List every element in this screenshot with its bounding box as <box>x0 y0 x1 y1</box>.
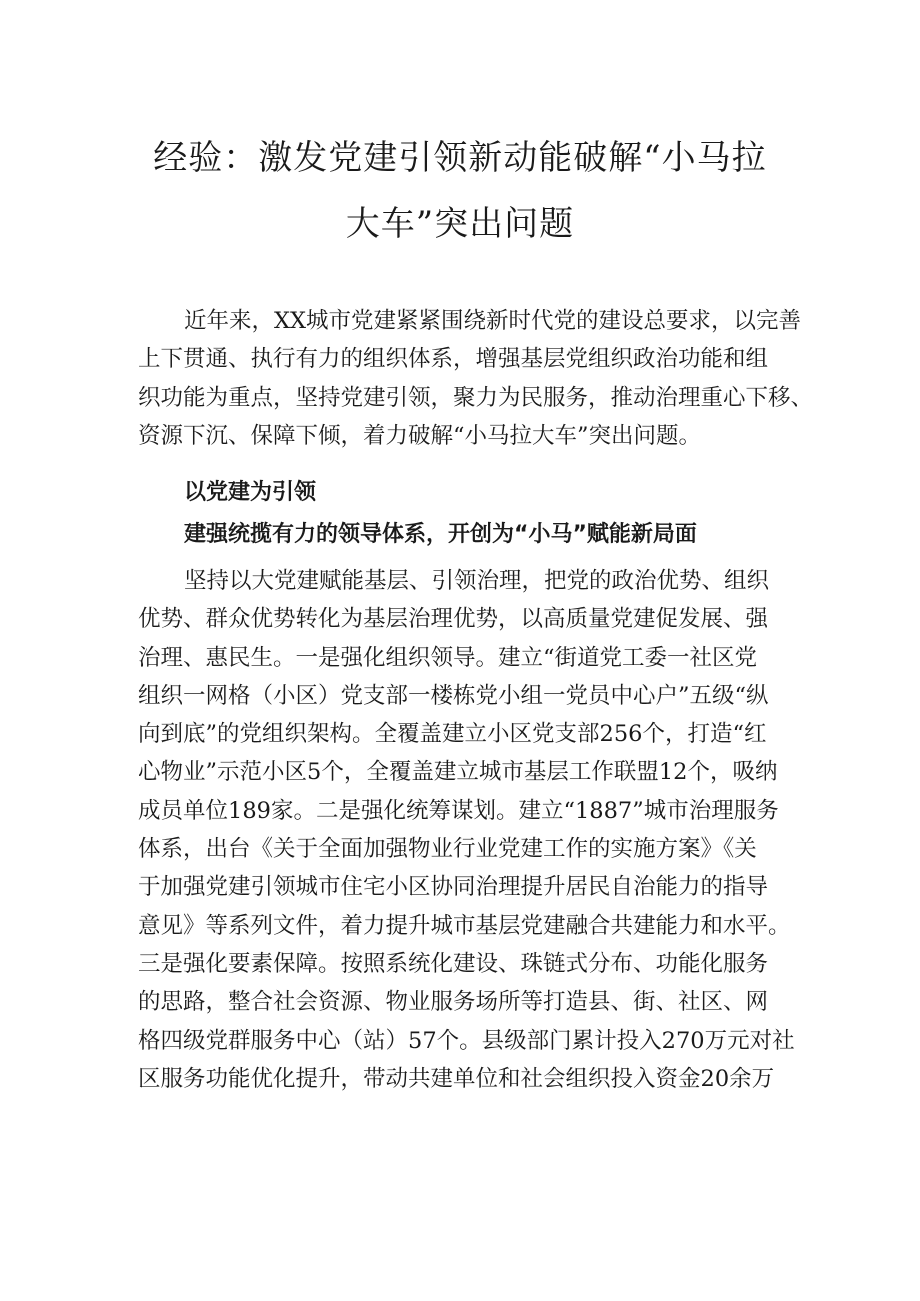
body-line: 心物业”示范小区5个，全覆盖建立城市基层工作联盟12个，吸纳 <box>138 759 778 786</box>
body-line: 体系，出台《关于全面加强物业行业党建工作的实施方案》《关 <box>138 836 757 863</box>
intro-paragraph <box>138 302 814 455</box>
intro-line: 上下贯通、执行有力的组织体系，增强基层党组织政治功能和组 <box>138 346 769 373</box>
body-line: 的思路，整合社会资源、物业服务场所等打造县、街、社区、网 <box>138 989 769 1016</box>
section-heading: 以党建为引领 <box>184 480 317 505</box>
body-line: 于加强党建引领城市住宅小区协同治理提升居民自治能力的指导 <box>138 874 769 901</box>
subsection-heading: 建强统揽有力的领导体系，开创为“小马”赋能新局面 <box>184 522 697 547</box>
body-line: 优势、群众优势转化为基层治理优势，以高质量党建促发展、强 <box>138 606 769 633</box>
body-paragraph <box>138 562 798 1098</box>
body-line: 组织一网格（小区）党支部一楼栋党小组一党员中心户”五级“纵 <box>138 682 769 709</box>
body-line: 区服务功能优化提升，带动共建单位和社会组织投入资金20余万 <box>138 1065 775 1092</box>
body-line: 格四级党群服务中心（站）57个。县级部门累计投入270万元对社 <box>138 1027 795 1054</box>
intro-line: 资源下沉、保障下倾，着力破解“小马拉大车”突出问题。 <box>138 422 702 449</box>
body-line: 向到底”的党组织架构。全覆盖建立小区党支部256个，打造“红 <box>138 721 767 748</box>
body-line: 治理、惠民生。一是强化组织领导。建立“街道党工委一社区党 <box>138 644 758 671</box>
body-line: 三是强化要素保障。按照系统化建设、珠链式分布、功能化服务 <box>138 950 769 977</box>
body-line: 成员单位189家。二是强化统筹谋划。建立“1887”城市治理服务 <box>138 797 779 824</box>
document-title-line-1: 经验：激发党建引领新动能破解“小马拉 <box>153 138 767 178</box>
document-title-line-2: 大车”突出问题 <box>345 204 575 244</box>
body-line: 意见》等系列文件，着力提升城市基层党建融合共建能力和水平。 <box>138 912 791 939</box>
intro-line: 近年来，XX城市党建紧紧围绕新时代党的建设总要求，以完善 <box>184 308 802 334</box>
body-line: 坚持以大党建赋能基层、引领治理，把党的政治优势、组织 <box>184 568 770 594</box>
intro-line: 织功能为重点，坚持党建引领，聚力为民服务，推动治理重心下移、 <box>138 384 814 411</box>
